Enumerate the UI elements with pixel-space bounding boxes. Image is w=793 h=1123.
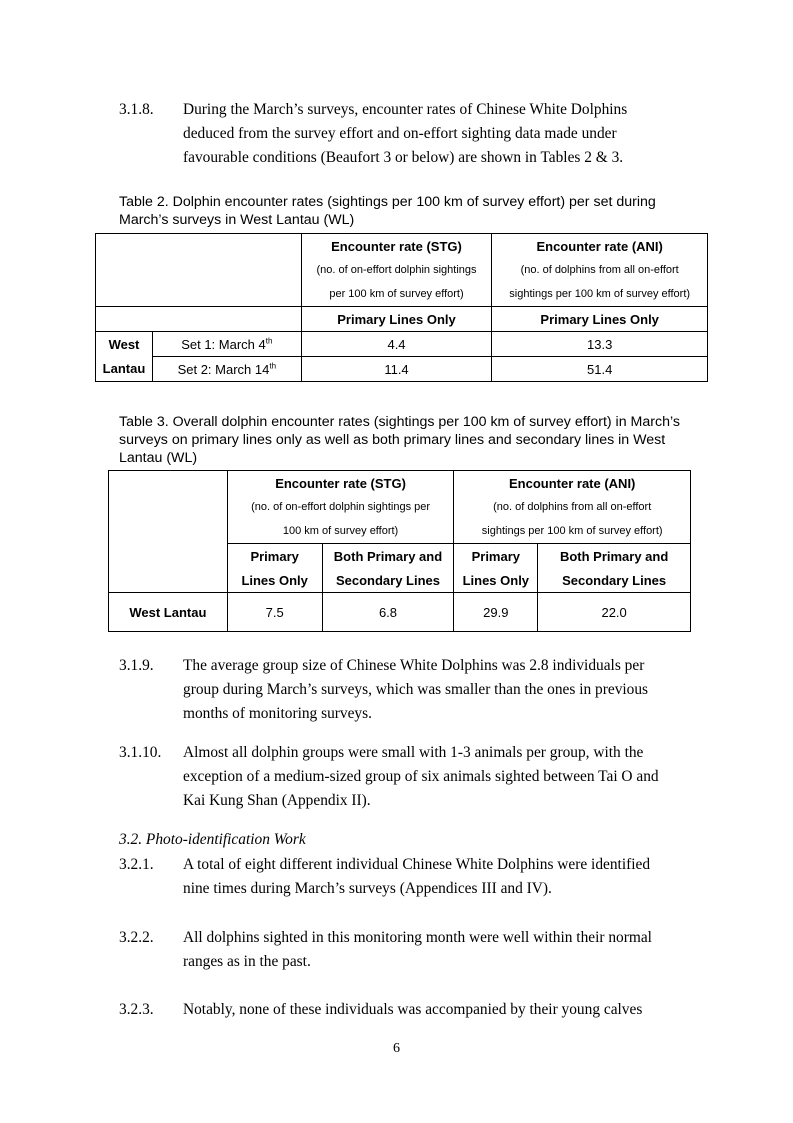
table2	[95, 233, 708, 382]
paragraph-3-1-10	[119, 741, 679, 813]
paragraph-3-2-3	[119, 998, 679, 1022]
page-number: 6	[393, 1041, 400, 1056]
paragraph-number: 3.2.2.	[119, 929, 154, 946]
table3-stg-primary-value: 7.5	[227, 593, 322, 632]
table2-set2-ani: 51.4	[492, 357, 708, 382]
paragraph-text: During the March’s surveys, encounter rates of Chinese White Dolphins deduced from the survey effort and on-effort sighting data made under favourable conditions (Beaufort 3 or below) are shown in Tables 2 & 3.	[183, 101, 628, 166]
table2-set2: Set 2: March 14th	[152, 357, 301, 382]
table2-empty-corner	[96, 234, 302, 307]
table3-stg-both-l2: Secondary Lines	[322, 568, 454, 593]
table2-set1-stg: 4.4	[301, 332, 492, 357]
table3-row-label: West Lantau	[109, 593, 228, 632]
paragraph-text: Almost all dolphin groups were small with 1-3 animals per group, with the exception of a medium-sized group of six animals sighted between Tai O and Kai Kung Shan (Appendix II).	[183, 744, 659, 809]
table3	[108, 470, 691, 632]
paragraph-3-2-2	[119, 926, 679, 974]
paragraph-3-1-9	[119, 654, 679, 726]
paragraph-number: 3.1.8.	[119, 101, 154, 118]
table3-ani-sub1: (no. of dolphins from all on-effort	[454, 495, 691, 519]
paragraph-3-1-8	[119, 98, 679, 170]
table3-ani-both-l1: Both Primary and	[538, 544, 691, 569]
table3-ani-both-l2: Secondary Lines	[538, 568, 691, 593]
table2-caption: Table 2. Dolphin encounter rates (sightings per 100 km of survey effort) per set during March’s surveys in West Lantau (WL)	[119, 194, 656, 228]
table2-ani-sub1: (no. of dolphins from all on-effort	[492, 258, 708, 282]
table2-ani-header: Encounter rate (ANI)	[492, 234, 708, 259]
paragraph-number: 3.2.1.	[119, 856, 154, 873]
paragraph-number: 3.1.10.	[119, 744, 162, 761]
section-heading: 3.2. Photo-identification Work	[119, 831, 306, 848]
table2-region-line2: Lantau	[96, 357, 153, 382]
table3-stg-primary-l2: Lines Only	[227, 568, 322, 593]
table3-stg-both-value: 6.8	[322, 593, 454, 632]
paragraph-text: All dolphins sighted in this monitoring month were well within their normal ranges as in the past.	[183, 929, 652, 970]
table3-stg-primary-l1: Primary	[227, 544, 322, 569]
paragraph-number: 3.2.3.	[119, 1001, 154, 1018]
table2-set1-ani: 13.3	[492, 332, 708, 357]
paragraph-text: The average group size of Chinese White Dolphins was 2.8 individuals per group during March’s surveys, which was smaller than the ones in previous months of monitoring surveys.	[183, 657, 649, 722]
paragraph-number: 3.1.9.	[119, 657, 154, 674]
table3-ani-primary-value: 29.9	[454, 593, 538, 632]
table2-set1: Set 1: March 4th	[152, 332, 301, 357]
table3-stg-sub1: (no. of on-effort dolphin sightings per	[227, 495, 454, 519]
table3-stg-sub2: 100 km of survey effort)	[227, 519, 454, 544]
table3-empty-corner	[109, 471, 228, 593]
table2-stg-sub2: per 100 km of survey effort)	[301, 282, 492, 307]
table2-stg-primary: Primary Lines Only	[301, 307, 492, 332]
table3-ani-primary-l1: Primary	[454, 544, 538, 569]
table2-set2-stg: 11.4	[301, 357, 492, 382]
paragraph-text: A total of eight different individual Chinese White Dolphins were identified nine times during March’s surveys (Appendices III and IV).	[183, 856, 651, 897]
table3-ani-header: Encounter rate (ANI)	[454, 471, 691, 496]
table2-stg-sub1: (no. of on-effort dolphin sightings	[301, 258, 492, 282]
table2-ani-sub2: sightings per 100 km of survey effort)	[492, 282, 708, 307]
table2-region-line1: West	[96, 332, 153, 357]
table2-stg-header: Encounter rate (STG)	[301, 234, 492, 259]
table3-stg-both-l1: Both Primary and	[322, 544, 454, 569]
table3-ani-sub2: sightings per 100 km of survey effort)	[454, 519, 691, 544]
table3-ani-primary-l2: Lines Only	[454, 568, 538, 593]
table2-empty-cell	[96, 307, 302, 332]
table3-stg-header: Encounter rate (STG)	[227, 471, 454, 496]
paragraph-3-2-1	[119, 853, 679, 901]
table3-ani-both-value: 22.0	[538, 593, 691, 632]
table2-ani-primary: Primary Lines Only	[492, 307, 708, 332]
paragraph-text: Notably, none of these individuals was accompanied by their young calves	[183, 1001, 643, 1018]
table3-caption: Table 3. Overall dolphin encounter rates (sightings per 100 km of survey effort) in March’s surveys on primary lines only as well as both primary lines and secondary lines in West Lantau (WL)	[119, 414, 680, 466]
